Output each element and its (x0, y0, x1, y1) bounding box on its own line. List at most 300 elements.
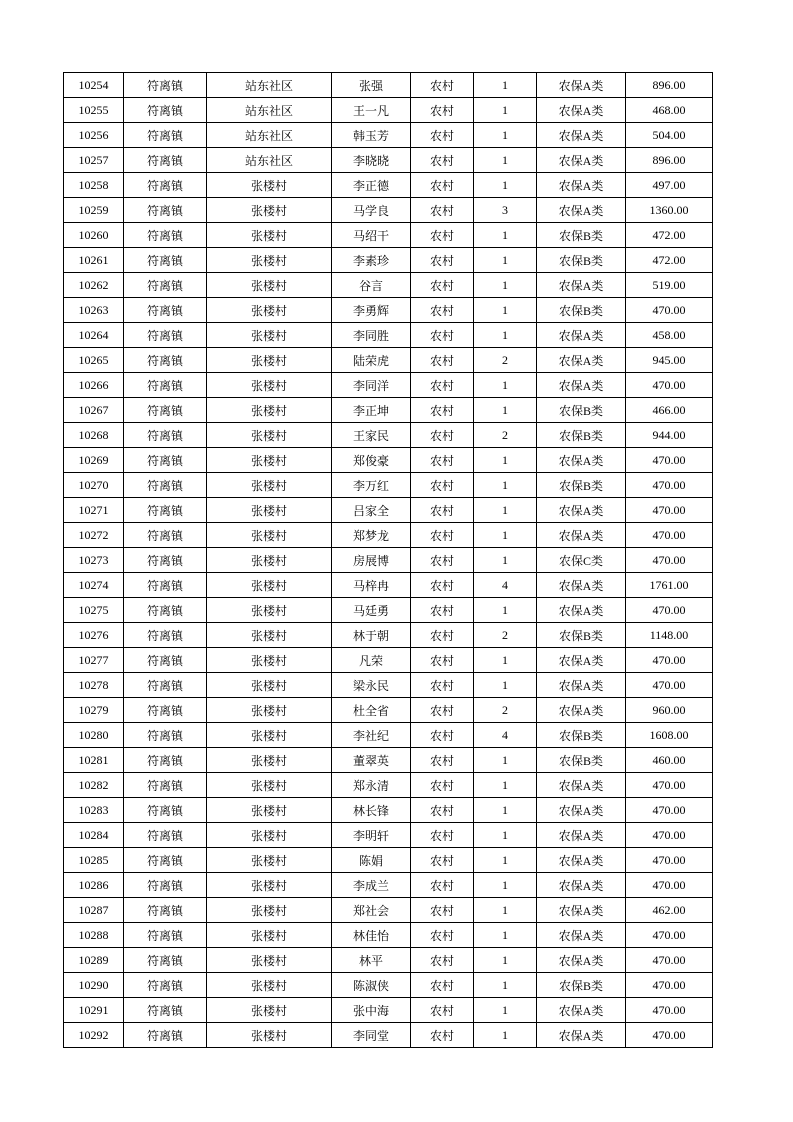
cell-town: 符离镇 (124, 748, 207, 773)
cell-id: 10263 (64, 298, 124, 323)
cell-amount: 470.00 (626, 848, 713, 873)
cell-amount: 504.00 (626, 123, 713, 148)
cell-count: 1 (474, 548, 537, 573)
cell-town: 符离镇 (124, 873, 207, 898)
cell-residence: 农村 (411, 548, 474, 573)
cell-name: 陈淑侠 (332, 973, 411, 998)
table-row (64, 648, 713, 673)
cell-village: 张楼村 (207, 623, 332, 648)
cell-id: 10267 (64, 398, 124, 423)
cell-name: 郑俊豪 (332, 448, 411, 473)
cell-name: 董翠英 (332, 748, 411, 773)
cell-town: 符离镇 (124, 123, 207, 148)
cell-residence: 农村 (411, 198, 474, 223)
cell-id: 10287 (64, 898, 124, 923)
cell-village: 张楼村 (207, 648, 332, 673)
cell-residence: 农村 (411, 773, 474, 798)
table-row (64, 898, 713, 923)
cell-amount: 470.00 (626, 523, 713, 548)
cell-amount: 497.00 (626, 173, 713, 198)
cell-town: 符离镇 (124, 473, 207, 498)
cell-amount: 470.00 (626, 923, 713, 948)
table-row (64, 248, 713, 273)
table-row (64, 598, 713, 623)
cell-village: 张楼村 (207, 398, 332, 423)
cell-count: 1 (474, 323, 537, 348)
cell-name: 王家民 (332, 423, 411, 448)
cell-id: 10261 (64, 248, 124, 273)
cell-amount: 470.00 (626, 673, 713, 698)
cell-id: 10292 (64, 1023, 124, 1048)
cell-id: 10259 (64, 198, 124, 223)
cell-name: 李同胜 (332, 323, 411, 348)
cell-amount: 470.00 (626, 598, 713, 623)
table-row (64, 173, 713, 198)
cell-count: 1 (474, 498, 537, 523)
cell-town: 符离镇 (124, 173, 207, 198)
cell-name: 陈娟 (332, 848, 411, 873)
cell-residence: 农村 (411, 173, 474, 198)
table-body (64, 73, 713, 1048)
cell-id: 10255 (64, 98, 124, 123)
table-row (64, 973, 713, 998)
cell-category: 农保A类 (537, 148, 626, 173)
table-row (64, 673, 713, 698)
cell-residence: 农村 (411, 973, 474, 998)
cell-village: 张楼村 (207, 273, 332, 298)
table-row (64, 498, 713, 523)
cell-category: 农保A类 (537, 923, 626, 948)
cell-name: 张中海 (332, 998, 411, 1023)
cell-id: 10285 (64, 848, 124, 873)
cell-category: 农保A类 (537, 898, 626, 923)
cell-name: 马学良 (332, 198, 411, 223)
cell-id: 10277 (64, 648, 124, 673)
cell-town: 符离镇 (124, 523, 207, 548)
cell-category: 农保B类 (537, 473, 626, 498)
cell-town: 符离镇 (124, 973, 207, 998)
cell-town: 符离镇 (124, 848, 207, 873)
cell-id: 10290 (64, 973, 124, 998)
cell-id: 10276 (64, 623, 124, 648)
table-row (64, 98, 713, 123)
cell-residence: 农村 (411, 823, 474, 848)
cell-town: 符离镇 (124, 348, 207, 373)
cell-id: 10257 (64, 148, 124, 173)
cell-amount: 472.00 (626, 248, 713, 273)
cell-count: 1 (474, 873, 537, 898)
cell-amount: 519.00 (626, 273, 713, 298)
cell-amount: 470.00 (626, 448, 713, 473)
cell-name: 吕家全 (332, 498, 411, 523)
cell-id: 10256 (64, 123, 124, 148)
cell-name: 李明轩 (332, 823, 411, 848)
cell-name: 郑永清 (332, 773, 411, 798)
cell-town: 符离镇 (124, 898, 207, 923)
cell-category: 农保A类 (537, 998, 626, 1023)
cell-name: 李正德 (332, 173, 411, 198)
cell-residence: 农村 (411, 448, 474, 473)
table-row (64, 948, 713, 973)
table-row (64, 73, 713, 98)
cell-category: 农保B类 (537, 748, 626, 773)
cell-village: 张楼村 (207, 548, 332, 573)
cell-category: 农保A类 (537, 123, 626, 148)
cell-category: 农保A类 (537, 823, 626, 848)
cell-id: 10280 (64, 723, 124, 748)
cell-village: 张楼村 (207, 298, 332, 323)
cell-category: 农保A类 (537, 648, 626, 673)
cell-count: 4 (474, 573, 537, 598)
cell-residence: 农村 (411, 748, 474, 773)
cell-name: 谷言 (332, 273, 411, 298)
table-row (64, 623, 713, 648)
cell-town: 符离镇 (124, 248, 207, 273)
records-table (63, 72, 713, 1048)
cell-count: 1 (474, 248, 537, 273)
table-row (64, 548, 713, 573)
cell-residence: 农村 (411, 323, 474, 348)
cell-village: 张楼村 (207, 948, 332, 973)
cell-category: 农保A类 (537, 198, 626, 223)
cell-count: 1 (474, 798, 537, 823)
cell-town: 符离镇 (124, 673, 207, 698)
cell-name: 李正坤 (332, 398, 411, 423)
cell-residence: 农村 (411, 648, 474, 673)
table-row (64, 448, 713, 473)
cell-residence: 农村 (411, 723, 474, 748)
cell-category: 农保B类 (537, 398, 626, 423)
document-page (63, 72, 713, 1048)
cell-amount: 466.00 (626, 398, 713, 423)
table-row (64, 573, 713, 598)
table-row (64, 523, 713, 548)
cell-name: 李勇辉 (332, 298, 411, 323)
cell-residence: 农村 (411, 598, 474, 623)
table-row (64, 698, 713, 723)
cell-residence: 农村 (411, 373, 474, 398)
cell-village: 张楼村 (207, 223, 332, 248)
cell-category: 农保A类 (537, 948, 626, 973)
cell-category: 农保A类 (537, 323, 626, 348)
cell-amount: 462.00 (626, 898, 713, 923)
cell-residence: 农村 (411, 998, 474, 1023)
cell-amount: 470.00 (626, 498, 713, 523)
cell-count: 1 (474, 823, 537, 848)
cell-amount: 470.00 (626, 298, 713, 323)
cell-town: 符离镇 (124, 498, 207, 523)
cell-id: 10286 (64, 873, 124, 898)
cell-name: 马廷勇 (332, 598, 411, 623)
cell-village: 张楼村 (207, 773, 332, 798)
cell-village: 张楼村 (207, 498, 332, 523)
cell-town: 符离镇 (124, 298, 207, 323)
cell-count: 1 (474, 1023, 537, 1048)
cell-village: 张楼村 (207, 923, 332, 948)
cell-amount: 1360.00 (626, 198, 713, 223)
table-row (64, 873, 713, 898)
cell-count: 1 (474, 973, 537, 998)
cell-count: 1 (474, 523, 537, 548)
cell-count: 1 (474, 598, 537, 623)
cell-amount: 470.00 (626, 798, 713, 823)
cell-amount: 470.00 (626, 823, 713, 848)
cell-name: 陆荣虎 (332, 348, 411, 373)
cell-town: 符离镇 (124, 373, 207, 398)
cell-id: 10265 (64, 348, 124, 373)
cell-name: 林长锋 (332, 798, 411, 823)
cell-count: 2 (474, 698, 537, 723)
table-row (64, 473, 713, 498)
cell-village: 张楼村 (207, 523, 332, 548)
cell-town: 符离镇 (124, 398, 207, 423)
cell-category: 农保A类 (537, 698, 626, 723)
cell-village: 张楼村 (207, 598, 332, 623)
cell-category: 农保B类 (537, 723, 626, 748)
cell-residence: 农村 (411, 348, 474, 373)
cell-village: 张楼村 (207, 698, 332, 723)
cell-residence: 农村 (411, 848, 474, 873)
cell-id: 10254 (64, 73, 124, 98)
cell-category: 农保A类 (537, 73, 626, 98)
table-row (64, 323, 713, 348)
cell-village: 张楼村 (207, 423, 332, 448)
cell-town: 符离镇 (124, 998, 207, 1023)
cell-town: 符离镇 (124, 323, 207, 348)
table-row (64, 373, 713, 398)
cell-village: 张楼村 (207, 723, 332, 748)
cell-name: 李素珍 (332, 248, 411, 273)
cell-name: 杜全省 (332, 698, 411, 723)
cell-amount: 945.00 (626, 348, 713, 373)
cell-town: 符离镇 (124, 623, 207, 648)
cell-id: 10289 (64, 948, 124, 973)
cell-count: 1 (474, 373, 537, 398)
cell-residence: 农村 (411, 98, 474, 123)
cell-category: 农保A类 (537, 848, 626, 873)
table-row (64, 198, 713, 223)
cell-town: 符离镇 (124, 198, 207, 223)
cell-residence: 农村 (411, 73, 474, 98)
cell-amount: 470.00 (626, 1023, 713, 1048)
cell-name: 李万红 (332, 473, 411, 498)
cell-village: 张楼村 (207, 323, 332, 348)
cell-category: 农保A类 (537, 673, 626, 698)
cell-amount: 458.00 (626, 323, 713, 348)
cell-village: 张楼村 (207, 473, 332, 498)
cell-residence: 农村 (411, 698, 474, 723)
cell-id: 10283 (64, 798, 124, 823)
cell-name: 李同洋 (332, 373, 411, 398)
cell-village: 站东社区 (207, 73, 332, 98)
cell-village: 张楼村 (207, 998, 332, 1023)
table-row (64, 148, 713, 173)
cell-count: 2 (474, 623, 537, 648)
cell-count: 1 (474, 848, 537, 873)
table-row (64, 773, 713, 798)
table-row (64, 223, 713, 248)
cell-town: 符离镇 (124, 648, 207, 673)
table-row (64, 823, 713, 848)
cell-amount: 470.00 (626, 973, 713, 998)
cell-count: 1 (474, 473, 537, 498)
cell-category: 农保A类 (537, 498, 626, 523)
cell-town: 符离镇 (124, 823, 207, 848)
cell-id: 10272 (64, 523, 124, 548)
table-row (64, 273, 713, 298)
cell-town: 符离镇 (124, 773, 207, 798)
cell-village: 张楼村 (207, 973, 332, 998)
cell-town: 符离镇 (124, 73, 207, 98)
table-row (64, 723, 713, 748)
cell-amount: 896.00 (626, 148, 713, 173)
cell-amount: 470.00 (626, 773, 713, 798)
cell-village: 张楼村 (207, 748, 332, 773)
cell-village: 张楼村 (207, 573, 332, 598)
cell-category: 农保B类 (537, 623, 626, 648)
cell-amount: 896.00 (626, 73, 713, 98)
cell-residence: 农村 (411, 473, 474, 498)
cell-residence: 农村 (411, 623, 474, 648)
cell-village: 张楼村 (207, 1023, 332, 1048)
table-row (64, 123, 713, 148)
cell-village: 张楼村 (207, 848, 332, 873)
table-row (64, 348, 713, 373)
cell-count: 1 (474, 73, 537, 98)
cell-town: 符离镇 (124, 423, 207, 448)
cell-residence: 农村 (411, 248, 474, 273)
cell-residence: 农村 (411, 148, 474, 173)
cell-category: 农保A类 (537, 1023, 626, 1048)
cell-residence: 农村 (411, 1023, 474, 1048)
cell-category: 农保B类 (537, 423, 626, 448)
cell-count: 1 (474, 173, 537, 198)
cell-town: 符离镇 (124, 948, 207, 973)
cell-id: 10291 (64, 998, 124, 1023)
cell-amount: 470.00 (626, 998, 713, 1023)
cell-name: 王一凡 (332, 98, 411, 123)
cell-name: 韩玉芳 (332, 123, 411, 148)
cell-count: 1 (474, 223, 537, 248)
cell-category: 农保A类 (537, 98, 626, 123)
cell-town: 符离镇 (124, 598, 207, 623)
cell-count: 4 (474, 723, 537, 748)
cell-town: 符离镇 (124, 148, 207, 173)
cell-name: 房展博 (332, 548, 411, 573)
cell-name: 凡荣 (332, 648, 411, 673)
cell-name: 李晓晓 (332, 148, 411, 173)
cell-count: 1 (474, 673, 537, 698)
cell-village: 张楼村 (207, 198, 332, 223)
cell-count: 1 (474, 748, 537, 773)
cell-id: 10284 (64, 823, 124, 848)
cell-category: 农保A类 (537, 798, 626, 823)
table-row (64, 748, 713, 773)
cell-town: 符离镇 (124, 723, 207, 748)
cell-id: 10288 (64, 923, 124, 948)
cell-town: 符离镇 (124, 798, 207, 823)
cell-town: 符离镇 (124, 98, 207, 123)
cell-village: 站东社区 (207, 98, 332, 123)
cell-category: 农保A类 (537, 348, 626, 373)
cell-name: 林佳怡 (332, 923, 411, 948)
cell-count: 1 (474, 123, 537, 148)
cell-count: 1 (474, 898, 537, 923)
cell-amount: 470.00 (626, 648, 713, 673)
cell-village: 张楼村 (207, 873, 332, 898)
cell-name: 李同堂 (332, 1023, 411, 1048)
cell-category: 农保C类 (537, 548, 626, 573)
cell-name: 李成兰 (332, 873, 411, 898)
cell-residence: 农村 (411, 923, 474, 948)
cell-amount: 470.00 (626, 948, 713, 973)
cell-town: 符离镇 (124, 923, 207, 948)
cell-category: 农保A类 (537, 448, 626, 473)
cell-village: 张楼村 (207, 448, 332, 473)
cell-id: 10275 (64, 598, 124, 623)
cell-category: 农保A类 (537, 373, 626, 398)
cell-count: 1 (474, 98, 537, 123)
cell-id: 10282 (64, 773, 124, 798)
cell-residence: 农村 (411, 523, 474, 548)
cell-category: 农保A类 (537, 273, 626, 298)
cell-id: 10270 (64, 473, 124, 498)
cell-category: 农保A类 (537, 773, 626, 798)
cell-amount: 470.00 (626, 373, 713, 398)
cell-category: 农保A类 (537, 598, 626, 623)
cell-town: 符离镇 (124, 698, 207, 723)
cell-amount: 944.00 (626, 423, 713, 448)
cell-village: 站东社区 (207, 148, 332, 173)
table-row (64, 998, 713, 1023)
cell-village: 张楼村 (207, 673, 332, 698)
cell-amount: 470.00 (626, 473, 713, 498)
cell-residence: 农村 (411, 398, 474, 423)
cell-count: 1 (474, 148, 537, 173)
cell-town: 符离镇 (124, 223, 207, 248)
cell-count: 1 (474, 298, 537, 323)
cell-amount: 472.00 (626, 223, 713, 248)
cell-id: 10264 (64, 323, 124, 348)
cell-residence: 农村 (411, 273, 474, 298)
table-row (64, 848, 713, 873)
cell-village: 张楼村 (207, 248, 332, 273)
cell-residence: 农村 (411, 873, 474, 898)
cell-count: 1 (474, 448, 537, 473)
cell-residence: 农村 (411, 123, 474, 148)
cell-count: 1 (474, 773, 537, 798)
cell-category: 农保B类 (537, 298, 626, 323)
cell-count: 2 (474, 348, 537, 373)
cell-residence: 农村 (411, 223, 474, 248)
cell-name: 郑梦龙 (332, 523, 411, 548)
table-row (64, 423, 713, 448)
cell-count: 1 (474, 948, 537, 973)
cell-amount: 470.00 (626, 873, 713, 898)
cell-name: 林于朝 (332, 623, 411, 648)
cell-town: 符离镇 (124, 448, 207, 473)
cell-id: 10262 (64, 273, 124, 298)
cell-id: 10274 (64, 573, 124, 598)
table-row (64, 1023, 713, 1048)
cell-residence: 农村 (411, 948, 474, 973)
cell-count: 1 (474, 923, 537, 948)
cell-amount: 1608.00 (626, 723, 713, 748)
cell-count: 1 (474, 648, 537, 673)
cell-count: 1 (474, 398, 537, 423)
cell-category: 农保A类 (537, 173, 626, 198)
cell-amount: 960.00 (626, 698, 713, 723)
